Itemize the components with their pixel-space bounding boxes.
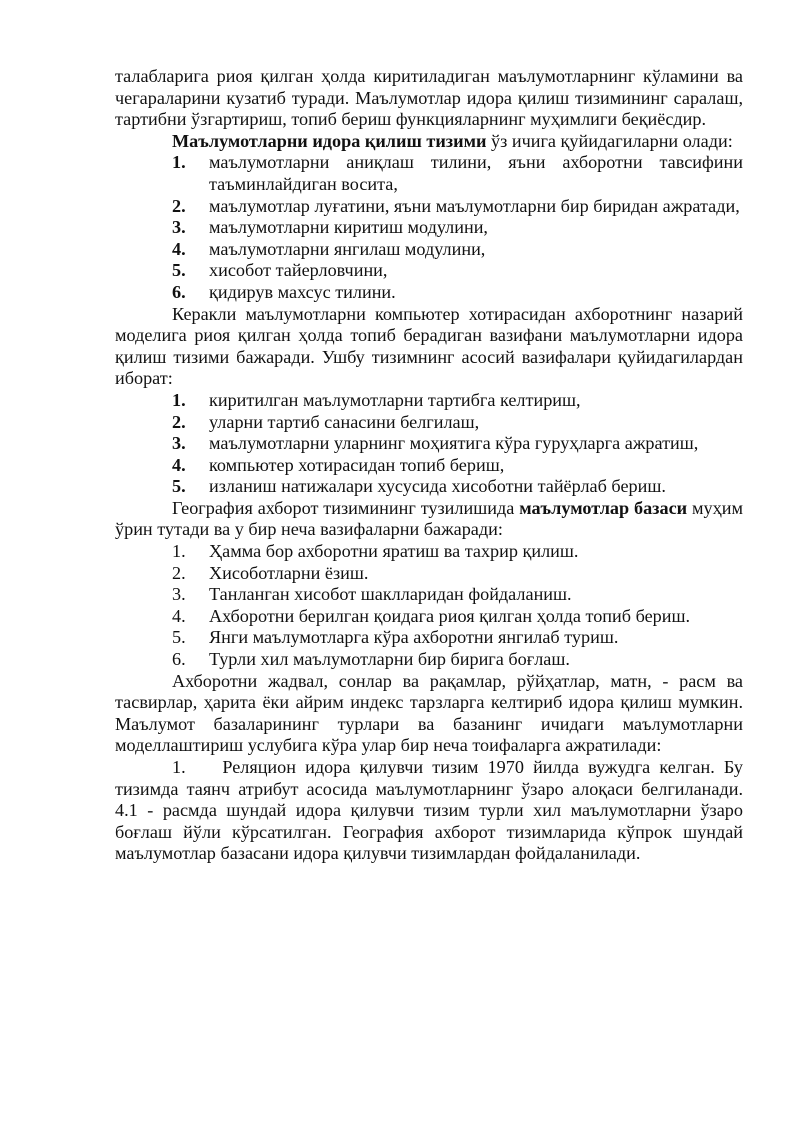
list-item-number: 2. <box>172 195 186 216</box>
list-item <box>115 476 743 498</box>
paragraph-4-bold: маълумотлар базаси <box>519 497 688 518</box>
paragraph-4-text-2: муҳим ўрин тутади ва у бир неча вазифаларни бажаради: <box>115 497 743 540</box>
list-item-text: Танланган хисобот шаклларидан фойдаланиш. <box>209 584 572 605</box>
list-item-number: 2. <box>172 562 186 583</box>
list-item-number: 5. <box>172 476 186 497</box>
list-item-number: 1. <box>172 152 186 173</box>
list-item-number: 3. <box>172 217 186 238</box>
list-item <box>115 412 743 434</box>
list-item-text: киритилган маълумотларни тартибга келтириш, <box>209 389 581 410</box>
list-database-tasks <box>115 541 743 671</box>
list-item <box>115 606 743 628</box>
list-item-number: 5. <box>172 260 186 281</box>
list-item <box>115 390 743 412</box>
list-item-number: 1. <box>172 389 186 410</box>
list-item-text: маълумотлар луғатини, яъни маълумотларни бир биридан ажратади, <box>209 195 740 216</box>
list-item-text: маълумотларни янгилаш модулини, <box>209 238 486 259</box>
list-item-text: Ҳамма бор ахборотни яратиш ва тахрир қилиш. <box>209 541 579 562</box>
list-item <box>115 217 743 239</box>
list-item-number: 5. <box>172 627 186 648</box>
list-item-number: 6. <box>172 281 186 302</box>
list-item-text: уларни тартиб санасини белгилаш, <box>209 411 480 432</box>
list-item-text: хисобот тайерловчини, <box>209 260 388 281</box>
list-item-spacer <box>186 757 223 777</box>
list-item <box>115 239 743 261</box>
list-item <box>115 455 743 477</box>
list-item-number: 6. <box>172 649 186 670</box>
list-item-text: маълумотларни киритиш модулини, <box>209 217 488 238</box>
list-item-text: Ахборотни берилган қоидага риоя қилган ҳолда топиб бериш. <box>209 605 691 626</box>
list-database-types <box>115 757 743 865</box>
list-item-text: маълумотларни аниқлаш тилини, яъни ахборотни тавсифини таъминлайдиган восита, <box>209 152 743 194</box>
document-page <box>115 66 743 865</box>
list-item <box>115 433 743 455</box>
list-item-number: 4. <box>172 605 186 626</box>
paragraph-1: талабларига риоя қилган ҳолда киритиладиган маълумотларнинг кўламини ва чегараларини кузатиб туради. Маълумотлар идора қилиш тизимининг саралаш, тартибни ўзгартириш, топиб бериш функцияларнинг муҳимлиги беқиёсдир. <box>115 66 743 130</box>
list-item <box>115 196 743 218</box>
list-dbms-functions <box>115 390 743 498</box>
list-item-number: 4. <box>172 454 186 475</box>
list-item-text: маълумотларни уларнинг моҳиятига кўра гуруҳларга ажратиш, <box>209 433 699 454</box>
list-item <box>115 649 743 671</box>
list-item <box>115 563 743 585</box>
list-item-text: қидирув махсус тилини. <box>209 281 396 302</box>
list-item-text: Хисоботларни ёзиш. <box>209 562 369 583</box>
list-dbms-components <box>115 152 743 303</box>
paragraph-5: Ахборотни жадвал, сонлар ва рақамлар, рўйҳатлар, матн, - расм ва тасвирлар, ҳарита ёки айрим индекс тарзларга келтириб идора қилиш мумкин. Маълумот базаларининг турлари ва базанинг ичидаги маълумотларни моделлаштириш услубига кўра улар бир неча тоифаларга ажратилади: <box>115 670 743 756</box>
list-item-text: Реляцион идора қилувчи тизим 1970 йилда вужудга келган. Бу тизимда таянч атрибут асосида маълумотларнинг ўзаро алоқаси белгиланади. 4.1 - расмда шундай идора қилувчи тизим турли хил маълумотларни ўзаро боғлаш йўли кўрсатилган. География ахборот тизимларида кўпрок шундай маълумотлар базасани идора қилувчи тизимлардан фойдаланилади. <box>115 757 743 864</box>
list-item-text: Янги маълумотларга кўра ахборотни янгилаб туриш. <box>209 627 619 648</box>
list-item <box>115 757 743 865</box>
list-item <box>115 584 743 606</box>
paragraph-2-bold: Маълумотларни идора қилиш тизими <box>172 130 487 151</box>
list-item <box>115 152 743 195</box>
paragraph-2 <box>115 131 743 153</box>
paragraph-2-text: ўз ичига қуйидагиларни олади: <box>486 130 733 151</box>
list-item-text: изланиш натижалари хусусида хисоботни тайёрлаб бериш. <box>209 476 666 497</box>
list-item-number: 1. <box>172 757 186 777</box>
list-item <box>115 627 743 649</box>
list-item-number: 3. <box>172 433 186 454</box>
paragraph-3: Керакли маълумотларни компьютер хотирасидан ахборотнинг назарий моделига риоя қилган ҳолда топиб берадиган вазифани маълумотларни идора қилиш тизими бажаради. Ушбу тизимнинг асосий вазифалари қуйидагилардан иборат: <box>115 303 743 389</box>
list-item <box>115 282 743 304</box>
list-item-number: 1. <box>172 541 186 562</box>
list-item-text: компьютер хотирасидан топиб бериш, <box>209 454 505 475</box>
list-item <box>115 541 743 563</box>
list-item <box>115 260 743 282</box>
list-item-number: 3. <box>172 584 186 605</box>
paragraph-4-text: География ахборот тизимининг тузилишида <box>172 497 520 518</box>
paragraph-4 <box>115 498 743 541</box>
list-item-number: 4. <box>172 238 186 259</box>
list-item-text: Турли хил маълумотларни бир бирига боғлаш. <box>209 649 570 670</box>
list-item-number: 2. <box>172 411 186 432</box>
